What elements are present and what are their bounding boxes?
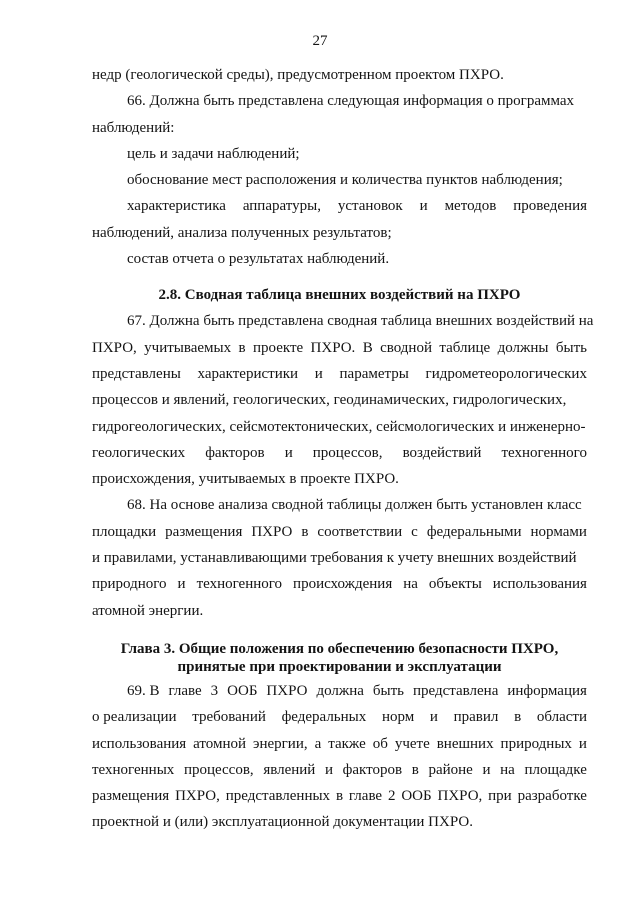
- word: В: [362, 339, 373, 356]
- paragraph-67-line: гидрогеологических, сейсмотектонических, сейсмологических и инженерно-: [92, 418, 586, 435]
- word: на: [500, 761, 515, 778]
- section-heading-2-8: 2.8. Сводная таблица внешних воздействий на ПХРО: [158, 287, 521, 304]
- list-item-report: состав отчета о результатах наблюдений.: [127, 251, 390, 268]
- word: главе: [168, 682, 202, 699]
- word: проведения: [513, 198, 587, 215]
- paragraph-line: недр (геологической среды), предусмотренном проектом ПХРО.: [92, 67, 504, 83]
- word: природных: [500, 735, 572, 752]
- word: представлена: [412, 682, 499, 699]
- word: о реализации: [92, 709, 177, 726]
- word: федеральных: [281, 709, 367, 726]
- word: и: [284, 444, 293, 461]
- word: в: [301, 523, 309, 540]
- word: на: [403, 576, 418, 593]
- word: ООБ: [227, 682, 258, 699]
- word: объекты: [428, 576, 482, 593]
- word: проекте: [252, 339, 304, 356]
- paragraph-67-line: [92, 367, 587, 393]
- paragraph-69-line: [92, 684, 587, 710]
- word: правил: [453, 709, 499, 726]
- word: быть: [372, 682, 404, 699]
- word: 2: [387, 788, 396, 805]
- paragraph-66-line: наблюдений:: [92, 119, 175, 136]
- paragraph-67-line: [92, 446, 587, 472]
- word: также: [328, 735, 366, 752]
- word: площадки: [92, 523, 157, 540]
- word: в: [335, 788, 344, 805]
- word: ПХРО,: [437, 788, 483, 805]
- word: факторов: [205, 444, 265, 461]
- word: требований: [192, 709, 266, 726]
- word: федеральными: [426, 523, 522, 540]
- word: 3: [210, 682, 219, 699]
- word: факторов: [342, 761, 403, 778]
- word: воздействий: [402, 444, 482, 461]
- list-item-goals: цель и задачи наблюдений;: [127, 145, 300, 162]
- page-number: 27: [312, 33, 328, 49]
- word: нормами: [530, 523, 587, 540]
- word: размещения: [165, 523, 243, 540]
- word: атомной: [193, 735, 247, 752]
- chapter-heading-3: [92, 640, 587, 676]
- word: представленных: [225, 788, 331, 805]
- word: происхождения: [293, 576, 393, 593]
- paragraph-66-line: 66. Должна быть представлена следующая информация о программах: [127, 93, 575, 110]
- word: размещения: [92, 788, 170, 805]
- word: характеристика: [127, 198, 226, 215]
- word: учитываемых: [144, 339, 232, 356]
- word: техногенных: [92, 761, 175, 778]
- word: процессов,: [183, 761, 254, 778]
- word: должна: [316, 682, 364, 699]
- word: процессов,: [312, 444, 383, 461]
- list-item-locations: обоснование мест расположения и количества пунктов наблюдения;: [127, 172, 563, 189]
- paragraph-67-line: происхождения, учитываемых в проекте ПХРО.: [92, 471, 399, 488]
- word: внешних: [436, 735, 494, 752]
- word: использования: [492, 576, 587, 593]
- word: методов: [444, 198, 497, 215]
- word: а: [314, 735, 322, 752]
- paragraph-69-line: [92, 710, 587, 736]
- word: ПХРО: [266, 682, 308, 699]
- paragraph-68-line: и правилами, устанавливающими требования к учету внешних воздействий: [92, 550, 577, 567]
- word: с: [411, 523, 418, 540]
- word: и: [324, 761, 333, 778]
- paragraph-68-line: атомной энергии.: [92, 602, 204, 619]
- word: в: [411, 761, 419, 778]
- word: геологических: [92, 444, 186, 461]
- word: ПХРО: [251, 523, 293, 540]
- word: аппаратуры,: [242, 198, 321, 215]
- word: сводной: [380, 339, 432, 356]
- word: и: [429, 709, 438, 726]
- word: ООБ: [401, 788, 432, 805]
- word: техногенного: [501, 444, 587, 461]
- word: районе: [428, 761, 473, 778]
- paragraph-67-line: 67. Должна быть представлена сводная таблица внешних воздействий на: [127, 313, 594, 330]
- word: и: [419, 198, 428, 215]
- word: норм: [381, 709, 415, 726]
- paragraph-68-line: [92, 577, 587, 603]
- word: и: [314, 365, 323, 382]
- word: площадке: [524, 761, 587, 778]
- word: и: [177, 576, 186, 593]
- word: учете: [394, 735, 430, 752]
- paragraph-69-line: проектной и (или) эксплуатационной документации ПХРО.: [92, 814, 473, 831]
- word: ПХРО,: [92, 339, 137, 356]
- word: представлены: [92, 365, 181, 382]
- word: об: [372, 735, 388, 752]
- word: гидрометеорологических: [425, 365, 587, 382]
- word: быть: [555, 339, 587, 356]
- paragraph-68-line: [92, 525, 587, 551]
- word: должны: [497, 339, 549, 356]
- paragraph-68-line: 68. На основе анализа сводной таблицы должен быть установлен класс: [127, 497, 582, 514]
- chapter-title-line: Глава 3. Общие положения по обеспечению безопасности ПХРО,: [120, 640, 559, 657]
- document-body: [92, 67, 594, 842]
- word: характеристики: [197, 365, 299, 382]
- word: разработке: [517, 788, 587, 805]
- word: при: [488, 788, 512, 805]
- word: в: [238, 339, 246, 356]
- paragraph-67-line: процессов и явлений, геологических, геодинамических, гидрологических,: [92, 392, 567, 409]
- list-item-equipment: [92, 199, 587, 225]
- paragraph-69-line: [92, 737, 587, 763]
- word: техногенного: [196, 576, 283, 593]
- word: ПХРО,: [175, 788, 220, 805]
- paragraph-69-line: [92, 763, 587, 789]
- word: ПХРО.: [310, 339, 356, 356]
- word: главе: [348, 788, 383, 805]
- word: параметры: [339, 365, 409, 382]
- chapter-title-line: принятые при проектировании и эксплуатации: [177, 658, 502, 675]
- word: 69. В: [127, 682, 160, 699]
- paragraph-67-line: [92, 341, 587, 367]
- word: области: [536, 709, 587, 726]
- list-item-equipment-cont: наблюдений, анализа полученных результатов;: [92, 224, 392, 241]
- word: в: [514, 709, 522, 726]
- word: энергии,: [253, 735, 308, 752]
- word: использования: [92, 735, 187, 752]
- word: и: [578, 735, 587, 752]
- word: соответствии: [317, 523, 403, 540]
- word: установок: [337, 198, 403, 215]
- word: природного: [92, 576, 167, 593]
- word: таблице: [439, 339, 491, 356]
- paragraph-69-line: [92, 789, 587, 815]
- word: явлений: [263, 761, 316, 778]
- word: и: [482, 761, 491, 778]
- word: информация: [507, 682, 587, 699]
